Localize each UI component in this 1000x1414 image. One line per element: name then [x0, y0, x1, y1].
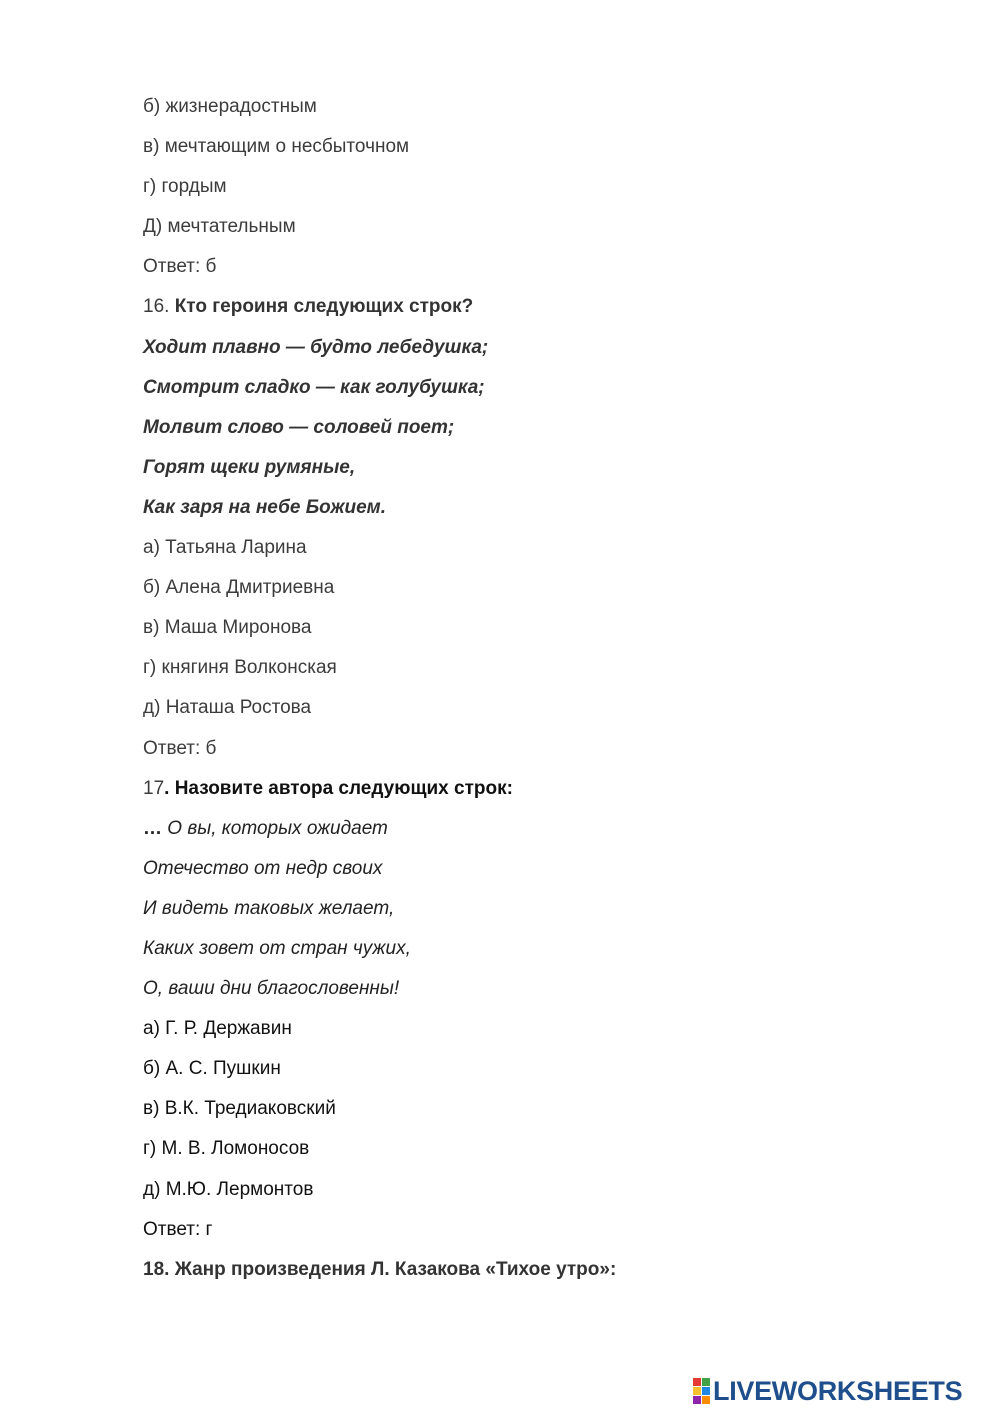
line-text: д) М.Ю. Лермонтов [143, 1178, 314, 1200]
ellipsis: … [143, 817, 168, 839]
option-line [143, 1134, 943, 1174]
line-text: г) княгиня Волконская [143, 657, 337, 679]
question-18 [143, 1255, 943, 1295]
quote-line [143, 814, 943, 854]
quote-line [143, 974, 943, 1014]
line-text: Ответ: б [143, 256, 217, 278]
option-line [143, 573, 943, 613]
line-text: Ответ: б [143, 737, 217, 759]
line-text: О, ваши дни благословенны! [143, 978, 400, 1000]
line-text: Смотрит сладко — как голубушка; [143, 376, 485, 398]
option-line [143, 132, 943, 172]
quote-line [143, 493, 943, 533]
logo-tile [693, 1378, 701, 1386]
line-text: б) жизнерадостным [143, 96, 317, 117]
option-line [143, 1054, 943, 1094]
line-text: Отечество от недр своих [143, 857, 383, 879]
line-text: Молвит слово — соловей поет; [143, 416, 455, 438]
question-number: 17 [143, 777, 165, 799]
answer-line [143, 734, 943, 774]
option-line [143, 653, 943, 693]
question-text: Кто героиня следующих строк? [174, 296, 474, 318]
logo-tile [693, 1387, 701, 1395]
line-text: б) Алена Дмитриевна [143, 577, 335, 599]
logo-text: LIVEWORKSHEETS [713, 1375, 963, 1406]
quote-line [143, 894, 943, 934]
quote-line [143, 453, 943, 493]
answer-line [143, 1215, 943, 1255]
line-text: д) Наташа Ростова [143, 697, 312, 719]
option-line [143, 613, 943, 653]
quote-line [143, 934, 943, 974]
question-text: 18. Жанр произведения Л. Казакова «Тихое утро»: [143, 1258, 617, 1280]
option-line [143, 92, 943, 132]
quote-line [143, 413, 943, 453]
option-line [143, 1014, 943, 1054]
quote-line [143, 373, 943, 413]
line-text: И видеть таковых желает, [143, 897, 395, 919]
worksheet-page [143, 92, 943, 1295]
option-line [143, 533, 943, 573]
option-line [143, 212, 943, 252]
line-text: Ответ: г [143, 1218, 213, 1240]
line-text: в) мечтающим о несбыточном [143, 136, 410, 158]
line-text: а) Татьяна Ларина [143, 537, 307, 559]
option-line [143, 693, 943, 733]
question-text: . Назовите автора следующих строк: [164, 777, 513, 799]
logo-tile [693, 1396, 701, 1404]
line-text: а) Г. Р. Державин [143, 1018, 292, 1040]
question-number: 16. [143, 296, 175, 318]
line-text: в) В.К. Тредиаковский [143, 1098, 336, 1120]
option-line [143, 172, 943, 212]
liveworksheets-logo [693, 1376, 962, 1406]
line-text: Как заря на небе Божием. [143, 496, 387, 518]
logo-mark-icon [693, 1378, 710, 1404]
line-text: б) А. С. Пушкин [143, 1058, 281, 1080]
question-17 [143, 774, 943, 814]
logo-tile [702, 1378, 710, 1386]
quote-line [143, 333, 943, 373]
line-text: в) Маша Миронова [143, 617, 312, 639]
quote-line [143, 854, 943, 894]
line-text: г) М. В. Ломоносов [143, 1138, 310, 1160]
line-text: Д) мечтательным [143, 216, 296, 238]
logo-tile [702, 1387, 710, 1395]
line-text: г) гордым [143, 176, 227, 198]
option-line [143, 1175, 943, 1215]
logo-tile [702, 1396, 710, 1404]
question-16 [143, 292, 943, 332]
line-text: Горят щеки румяные, [143, 456, 356, 478]
option-line [143, 1094, 943, 1134]
line-text: Каких зовет от стран чужих, [143, 937, 411, 959]
line-text: Ходит плавно — будто лебедушка; [143, 336, 489, 358]
answer-line [143, 252, 943, 292]
line-text: О вы, которых ожидает [167, 817, 388, 839]
